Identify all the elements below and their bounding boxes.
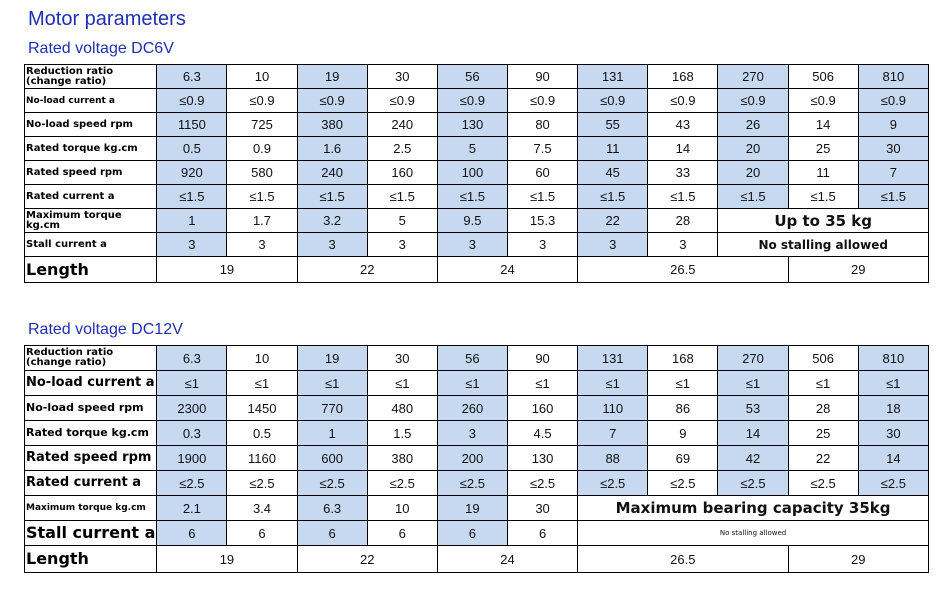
value-cell: ≤2.5	[297, 471, 367, 496]
value-cell: 30	[367, 65, 437, 89]
value-cell: ≤1	[507, 371, 577, 396]
value-cell: 90	[507, 65, 577, 89]
value-cell: 14	[858, 446, 928, 471]
value-cell: 26	[718, 113, 788, 137]
value-cell: 131	[578, 346, 648, 371]
value-cell: ≤0.9	[788, 89, 858, 113]
row-current	[25, 185, 929, 209]
value-cell: 19	[297, 65, 367, 89]
value-cell: 56	[437, 346, 507, 371]
value-cell: 0.3	[157, 421, 227, 446]
value-cell: ≤2.5	[718, 471, 788, 496]
value-cell: 56	[437, 65, 507, 89]
value-cell: 30	[507, 496, 577, 521]
row-label: Rated current a	[25, 185, 157, 209]
value-cell: 3	[227, 233, 297, 257]
value-cell: 6.3	[157, 346, 227, 371]
value-cell: ≤1.5	[578, 185, 648, 209]
value-cell: 168	[648, 346, 718, 371]
value-cell: ≤1.5	[157, 185, 227, 209]
row-label: Maximum torque kg.cm	[25, 496, 157, 521]
value-cell: 2.1	[157, 496, 227, 521]
value-cell: 160	[367, 161, 437, 185]
value-cell: ≤2.5	[157, 471, 227, 496]
value-cell: ≤2.5	[227, 471, 297, 496]
length-cell: 22	[297, 257, 437, 283]
value-cell: ≤0.9	[648, 89, 718, 113]
length-cell: 24	[437, 257, 577, 283]
row-label: Rated torque kg.cm	[25, 421, 157, 446]
value-cell: 3.2	[297, 209, 367, 233]
value-cell: 580	[227, 161, 297, 185]
value-cell: 1	[157, 209, 227, 233]
value-cell: ≤0.9	[157, 89, 227, 113]
row-label: Length	[25, 546, 157, 573]
value-cell: ≤0.9	[507, 89, 577, 113]
value-cell: 3	[437, 233, 507, 257]
value-cell: 20	[718, 161, 788, 185]
row-label: No-load current a	[25, 371, 157, 396]
value-cell: 506	[788, 346, 858, 371]
value-cell: 725	[227, 113, 297, 137]
value-cell: ≤1	[157, 371, 227, 396]
row-maxtorque	[25, 496, 929, 521]
value-cell: 15.3	[507, 209, 577, 233]
length-cell: 29	[788, 257, 928, 283]
value-cell: 6	[367, 521, 437, 546]
row-label: Rated current a	[25, 471, 157, 496]
length-cell: 24	[437, 546, 577, 573]
value-cell: 6.3	[157, 65, 227, 89]
value-cell: 7	[578, 421, 648, 446]
value-cell: 43	[648, 113, 718, 137]
value-cell: 3	[578, 233, 648, 257]
row-label: Stall current a	[25, 233, 157, 257]
value-cell: ≤1	[858, 371, 928, 396]
value-cell: 30	[367, 346, 437, 371]
value-cell: 9	[648, 421, 718, 446]
value-cell: ≤1.5	[718, 185, 788, 209]
row-noload-rpm	[25, 396, 929, 421]
value-cell: 4.5	[507, 421, 577, 446]
value-cell: 200	[437, 446, 507, 471]
value-cell: 80	[507, 113, 577, 137]
value-cell: ≤0.9	[227, 89, 297, 113]
value-cell: 5	[437, 137, 507, 161]
value-cell: 6.3	[297, 496, 367, 521]
value-cell: 69	[648, 446, 718, 471]
value-cell: 6	[227, 521, 297, 546]
value-cell: 110	[578, 396, 648, 421]
value-cell: 19	[437, 496, 507, 521]
length-cell: 22	[297, 546, 437, 573]
value-cell: 3.4	[227, 496, 297, 521]
value-cell: 240	[367, 113, 437, 137]
value-cell: ≤0.9	[437, 89, 507, 113]
value-cell: 25	[788, 137, 858, 161]
value-cell: 11	[788, 161, 858, 185]
value-cell: 42	[718, 446, 788, 471]
value-cell: ≤1.5	[507, 185, 577, 209]
value-cell: 1.6	[297, 137, 367, 161]
value-cell: 380	[297, 113, 367, 137]
value-cell: 3	[157, 233, 227, 257]
value-cell: ≤1.5	[367, 185, 437, 209]
value-cell: 130	[507, 446, 577, 471]
value-cell: 380	[367, 446, 437, 471]
value-cell: ≤0.9	[367, 89, 437, 113]
value-cell: ≤1	[227, 371, 297, 396]
value-cell: 19	[297, 346, 367, 371]
value-cell: 28	[788, 396, 858, 421]
value-cell: ≤1.5	[437, 185, 507, 209]
row-current	[25, 471, 929, 496]
value-cell: 2300	[157, 396, 227, 421]
value-cell: ≤0.9	[578, 89, 648, 113]
value-cell: 160	[507, 396, 577, 421]
value-cell: ≤1	[367, 371, 437, 396]
value-cell: 2.5	[367, 137, 437, 161]
value-cell: 5	[367, 209, 437, 233]
value-cell: ≤2.5	[788, 471, 858, 496]
value-cell: 131	[578, 65, 648, 89]
row-noload-a	[25, 371, 929, 396]
value-cell: 6	[297, 521, 367, 546]
value-cell: 0.9	[227, 137, 297, 161]
value-cell: 1900	[157, 446, 227, 471]
row-label: Rated torque kg.cm	[25, 137, 157, 161]
value-cell: ≤1.5	[858, 185, 928, 209]
row-label: Reduction ratio (change ratio)	[25, 65, 157, 89]
value-cell: 14	[788, 113, 858, 137]
value-cell: 60	[507, 161, 577, 185]
dc6-spec-table	[24, 64, 929, 283]
value-cell: ≤1.5	[297, 185, 367, 209]
row-label: No-load speed rpm	[25, 396, 157, 421]
row-stall	[25, 521, 929, 546]
value-cell: 7.5	[507, 137, 577, 161]
value-cell: 920	[157, 161, 227, 185]
value-cell: ≤1	[648, 371, 718, 396]
value-cell: ≤1	[437, 371, 507, 396]
length-cell: 19	[157, 546, 297, 573]
row-length	[25, 257, 929, 283]
value-cell: ≤0.9	[297, 89, 367, 113]
value-cell: 6	[507, 521, 577, 546]
dc6-heading: Rated voltage DC6V	[28, 40, 174, 57]
value-cell: 1	[297, 421, 367, 446]
row-label: Maximum torque kg.cm	[25, 209, 157, 233]
value-cell: 0.5	[227, 421, 297, 446]
value-cell: 1.7	[227, 209, 297, 233]
length-cell: 19	[157, 257, 297, 283]
note-cell: Up to 35 kg	[718, 209, 929, 233]
row-stall	[25, 233, 929, 257]
value-cell: 20	[718, 137, 788, 161]
value-cell: 0.5	[157, 137, 227, 161]
note-cell: No stalling allowed	[578, 521, 929, 546]
value-cell: ≤2.5	[507, 471, 577, 496]
row-noload-a	[25, 89, 929, 113]
value-cell: 9	[858, 113, 928, 137]
row-label: Reduction ratio (change ratio)	[25, 346, 157, 371]
value-cell: 18	[858, 396, 928, 421]
dc12-heading: Rated voltage DC12V	[28, 321, 183, 338]
value-cell: 6	[157, 521, 227, 546]
value-cell: 22	[788, 446, 858, 471]
value-cell: 3	[297, 233, 367, 257]
value-cell: 3	[648, 233, 718, 257]
value-cell: 30	[858, 137, 928, 161]
row-maxtorque	[25, 209, 929, 233]
value-cell: ≤1.5	[227, 185, 297, 209]
row-noload-rpm	[25, 113, 929, 137]
value-cell: ≤0.9	[858, 89, 928, 113]
value-cell: ≤1	[578, 371, 648, 396]
value-cell: 30	[858, 421, 928, 446]
row-length	[25, 546, 929, 573]
value-cell: 9.5	[437, 209, 507, 233]
value-cell: 270	[718, 346, 788, 371]
value-cell: ≤2.5	[648, 471, 718, 496]
length-cell: 26.5	[578, 257, 788, 283]
value-cell: 55	[578, 113, 648, 137]
value-cell: 1150	[157, 113, 227, 137]
value-cell: 88	[578, 446, 648, 471]
row-speed	[25, 161, 929, 185]
value-cell: 810	[858, 65, 928, 89]
value-cell: 270	[718, 65, 788, 89]
value-cell: 810	[858, 346, 928, 371]
value-cell: 14	[648, 137, 718, 161]
value-cell: ≤1.5	[648, 185, 718, 209]
value-cell: 1160	[227, 446, 297, 471]
value-cell: 14	[718, 421, 788, 446]
value-cell: ≤2.5	[578, 471, 648, 496]
value-cell: ≤2.5	[858, 471, 928, 496]
value-cell: 1.5	[367, 421, 437, 446]
value-cell: 10	[367, 496, 437, 521]
row-label: Rated speed rpm	[25, 161, 157, 185]
value-cell: 11	[578, 137, 648, 161]
value-cell: ≤1	[718, 371, 788, 396]
value-cell: 770	[297, 396, 367, 421]
value-cell: 506	[788, 65, 858, 89]
row-label: No-load current a	[25, 89, 157, 113]
value-cell: 168	[648, 65, 718, 89]
value-cell: 6	[437, 521, 507, 546]
note-cell: Maximum bearing capacity 35kg	[578, 496, 929, 521]
row-torque	[25, 421, 929, 446]
value-cell: 3	[507, 233, 577, 257]
value-cell: ≤1	[788, 371, 858, 396]
value-cell: ≤1	[297, 371, 367, 396]
row-label: Length	[25, 257, 157, 283]
row-speed	[25, 446, 929, 471]
value-cell: 90	[507, 346, 577, 371]
row-ratio	[25, 65, 929, 89]
page-title: Motor parameters	[28, 8, 186, 30]
value-cell: 22	[578, 209, 648, 233]
value-cell: 7	[858, 161, 928, 185]
value-cell: ≤2.5	[437, 471, 507, 496]
value-cell: 3	[437, 421, 507, 446]
row-torque	[25, 137, 929, 161]
value-cell: ≤0.9	[718, 89, 788, 113]
row-label: Rated speed rpm	[25, 446, 157, 471]
value-cell: 3	[367, 233, 437, 257]
value-cell: ≤2.5	[367, 471, 437, 496]
value-cell: 130	[437, 113, 507, 137]
value-cell: 33	[648, 161, 718, 185]
value-cell: 240	[297, 161, 367, 185]
note-cell: No stalling allowed	[718, 233, 929, 257]
dc12-spec-table	[24, 345, 929, 573]
value-cell: ≤1.5	[788, 185, 858, 209]
row-label: No-load speed rpm	[25, 113, 157, 137]
value-cell: 100	[437, 161, 507, 185]
value-cell: 25	[788, 421, 858, 446]
value-cell: 28	[648, 209, 718, 233]
value-cell: 1450	[227, 396, 297, 421]
value-cell: 260	[437, 396, 507, 421]
length-cell: 29	[788, 546, 928, 573]
value-cell: 480	[367, 396, 437, 421]
value-cell: 53	[718, 396, 788, 421]
value-cell: 10	[227, 65, 297, 89]
value-cell: 86	[648, 396, 718, 421]
row-ratio	[25, 346, 929, 371]
value-cell: 10	[227, 346, 297, 371]
value-cell: 600	[297, 446, 367, 471]
row-label: Stall current a	[25, 521, 157, 546]
value-cell: 45	[578, 161, 648, 185]
length-cell: 26.5	[578, 546, 788, 573]
